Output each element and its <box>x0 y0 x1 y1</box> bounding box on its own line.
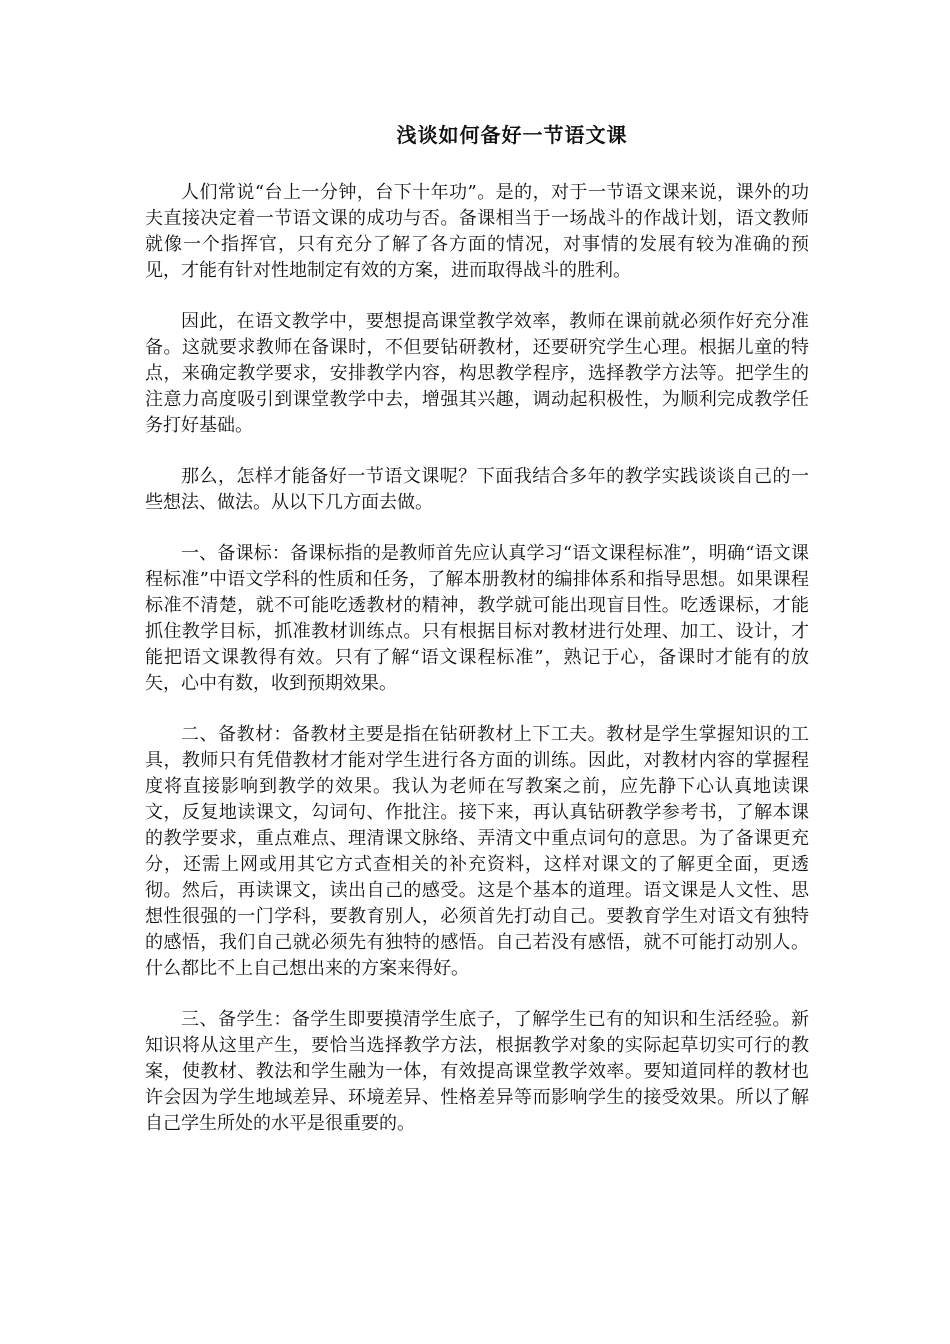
paragraph-students: 三、备学生：备学生即要摸清学生底子，了解学生已有的知识和生活经验。新知识将从这里产生，要恰当选择教学方法，根据教学对象的实际起草切实可行的教案，使教材、教法和学生融为一体，有效提高课堂教学效率。要知道同样的教材也许会因为学生地域差异、环境差异、性格差异等而影响学生的接受效果。所以了解自己学生所处的水平是很重要的。 <box>145 1009 809 1134</box>
paragraph-reason: 因此，在语文教学中，要想提高课堂教学效率，教师在课前就必须作好充分准备。这就要求教师在备课时，不但要钻研教材，还要研究学生心理。根据儿童的特点，来确定教学要求，安排教学内容，构思教学程序，选择教学方法等。把学生的注意力高度吸引到课堂教学中去，增强其兴趣，调动起积极性，为顺利完成教学任务打好基础。 <box>145 311 809 436</box>
document-page <box>145 118 809 1162</box>
document-title: 浅谈如何备好一节语文课 <box>396 123 628 147</box>
paragraph-intro: 人们常说“台上一分钟，台下十年功”。是的，对于一节语文课来说，课外的功夫直接决定着一节语文课的成功与否。备课相当于一场战斗的作战计划，语文教师就像一个指挥官，只有充分了解了各方面的情况，对事情的发展有较为准确的预见，才能有针对性地制定有效的方案，进而取得战斗的胜利。 <box>145 182 809 281</box>
paragraph-curriculum-standard: 一、备课标：备课标指的是教师首先应认真学习“语文课程标准”，明确“语文课程标准”中语文学科的性质和任务，了解本册教材的编排体系和指导思想。如果课程标准不清楚，就不可能吃透教材的精神，教学就可能出现盲目性。吃透课标，才能抓住教学目标，抓准教材训练点。只有根据目标对教材进行处理、加工、设计，才能把语文课教得有效。只有了解“语文课程标准”，熟记于心，备课时才能有的放矢，心中有数，收到预期效果。 <box>145 543 809 694</box>
paragraph-transition: 那么，怎样才能备好一节语文课呢？下面我结合多年的教学实践谈谈自己的一些想法、做法。从以下几方面去做。 <box>145 466 809 513</box>
paragraph-textbook: 二、备教材：备教材主要是指在钻研教材上下工夫。教材是学生掌握知识的工具，教师只有凭借教材才能对学生进行各方面的训练。因此，对教材内容的掌握程度将直接影响到教学的效果。我认为老师在写教案之前，应先静下心认真地读课文，反复地读课文，勾词句、作批注。接下来，再认真钻研教学参考书，了解本课的教学要求，重点难点、理清课文脉络、弄清文中重点词句的意思。为了备课更充分，还需上网或用其它方式查相关的补充资料，这样对课文的了解更全面，更透彻。然后，再读课文，读出自己的感受。这是个基本的道理。语文课是人文性、思想性很强的一门学科，要教育别人，必须首先打动自己。要教育学生对语文有独特的感悟，我们自己就必须先有独特的感悟。自己若没有感悟，就不可能打动别人。什么都比不上自己想出来的方案来得好。 <box>145 724 809 979</box>
